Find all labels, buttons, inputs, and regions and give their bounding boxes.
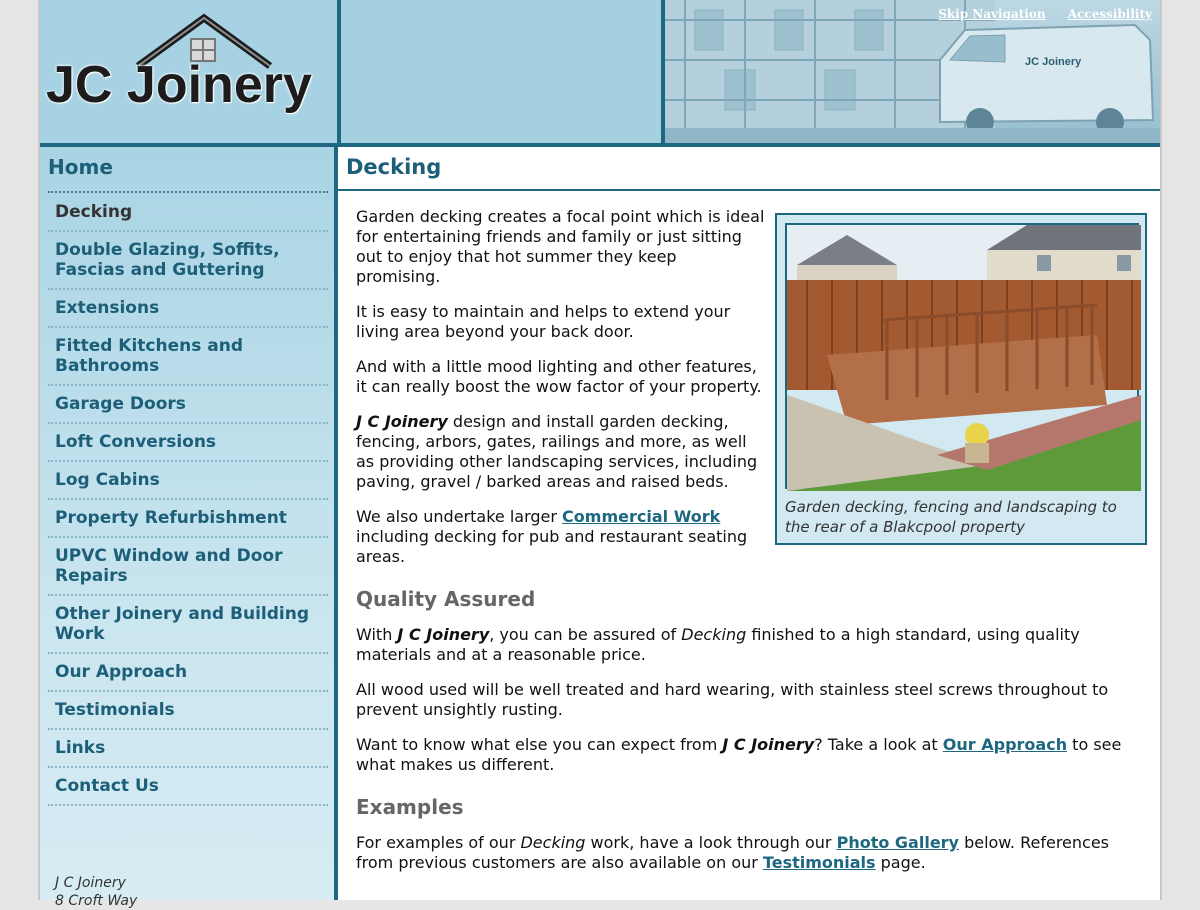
header-van-photo	[665, 0, 1160, 143]
sidebar	[40, 147, 334, 909]
top-links	[920, 7, 1152, 21]
paragraph	[356, 833, 1141, 873]
paragraph: It is easy to maintain and helps to extend your living area beyond your back door.	[356, 302, 731, 341]
sidebar-address	[55, 874, 137, 910]
figure-caption: Garden decking, fencing and landscaping to the rear of a Blakcpool property	[785, 498, 1117, 536]
van-scaffold-illustration	[665, 0, 1160, 143]
paragraph: And with a little mood lighting and other features, it can really boost the wow factor of your property.	[356, 357, 762, 396]
page	[38, 0, 1162, 909]
nav-item-loft-conversions[interactable]: Loft Conversions	[48, 424, 328, 462]
paragraph-text: finished to a high standard, using quality materials and at a reasonable price.	[356, 625, 1080, 664]
nav-item-upvc-repairs[interactable]: UPVC Window and Door Repairs	[48, 538, 328, 596]
nav-item-extensions[interactable]: Extensions	[48, 290, 328, 328]
paragraph: All wood used will be well treated and hard wearing, with stainless steel screws throughout to prevent unsightly rusting.	[356, 680, 1109, 719]
nav-item-log-cabins[interactable]: Log Cabins	[48, 462, 328, 500]
examples-heading: Examples	[356, 795, 464, 819]
paragraph-text: With	[356, 625, 398, 644]
nav-item-garage-doors[interactable]: Garage Doors	[48, 386, 328, 424]
service-name: Decking	[520, 833, 586, 852]
paragraph-text: page.	[875, 853, 926, 872]
photo-gallery-link[interactable]: Photo Gallery	[836, 833, 959, 852]
nav-item-property-refurbishment[interactable]: Property Refurbishment	[48, 500, 328, 538]
nav-item-decking[interactable]: Decking	[48, 194, 328, 232]
paragraph-text: Want to know what else you can expect from	[356, 735, 723, 754]
nav-item-links[interactable]: Links	[48, 730, 328, 768]
nav-item-contact-us[interactable]: Contact Us	[48, 768, 328, 806]
accessibility-link[interactable]: Accessibility	[1067, 7, 1152, 21]
our-approach-link[interactable]: Our Approach	[942, 735, 1068, 754]
nav-item-fitted-kitchens[interactable]: Fitted Kitchens and Bathrooms	[48, 328, 328, 386]
paragraph-text: below. References from previous customers are also available on our	[356, 833, 1109, 872]
paragraph-text: , you can be assured of	[489, 625, 682, 644]
main-content	[338, 147, 1160, 900]
nav-item-our-approach[interactable]: Our Approach	[48, 654, 328, 692]
nav-home[interactable]: Home	[48, 155, 328, 193]
site-header	[40, 0, 1160, 145]
paragraph-text: to see what makes us different.	[356, 735, 1122, 774]
nav-item-other-joinery[interactable]: Other Joinery and Building Work	[48, 596, 328, 654]
address-line: 8 Croft Way	[55, 893, 138, 909]
decking-figure	[775, 213, 1147, 545]
skip-navigation-link[interactable]: Skip Navigation	[938, 7, 1046, 21]
paragraph	[356, 507, 766, 567]
paragraph-text: design and install garden decking, fencing, arbors, gates, railings and more, as well as providing other landscaping services, including paving, gravel / barked areas and raised beds.	[356, 412, 758, 491]
header-spacer	[341, 0, 662, 143]
page-title: Decking	[338, 147, 1160, 191]
nav-item-double-glazing[interactable]: Double Glazing, Soffits, Fascias and Guttering	[48, 232, 328, 290]
service-name: Decking	[681, 625, 747, 644]
van-logo-text: JC Joinery	[1025, 56, 1082, 68]
paragraph-text: work, have a look through our	[585, 833, 837, 852]
logo[interactable]	[40, 0, 337, 143]
paragraph	[356, 412, 766, 492]
company-name: J C Joinery	[356, 412, 448, 431]
paragraph	[356, 735, 1141, 775]
testimonials-link[interactable]: Testimonials	[762, 853, 876, 872]
paragraph-text: ? Take a look at	[814, 735, 943, 754]
logo-text: JC Joinery	[46, 56, 312, 114]
nav-item-testimonials[interactable]: Testimonials	[48, 692, 328, 730]
paragraph-text: including decking for pub and restaurant seating areas.	[356, 527, 748, 566]
company-name: J C Joinery	[397, 625, 490, 644]
decking-photo[interactable]	[785, 223, 1139, 489]
garden-decking-illustration	[787, 225, 1141, 491]
nav-list	[48, 194, 328, 806]
paragraph	[356, 625, 1141, 665]
paragraph-text: For examples of our	[356, 833, 521, 852]
paragraph: Garden decking creates a focal point which is ideal for entertaining friends and family or just sitting out to enjoy that hot summer they keep promising.	[356, 207, 765, 286]
quality-heading: Quality Assured	[356, 587, 536, 611]
company-name: J C Joinery	[722, 735, 815, 754]
address-company-name: J C Joinery	[55, 875, 126, 891]
paragraph-text: We also undertake larger	[356, 507, 563, 526]
commercial-work-link[interactable]: Commercial Work	[562, 507, 721, 526]
